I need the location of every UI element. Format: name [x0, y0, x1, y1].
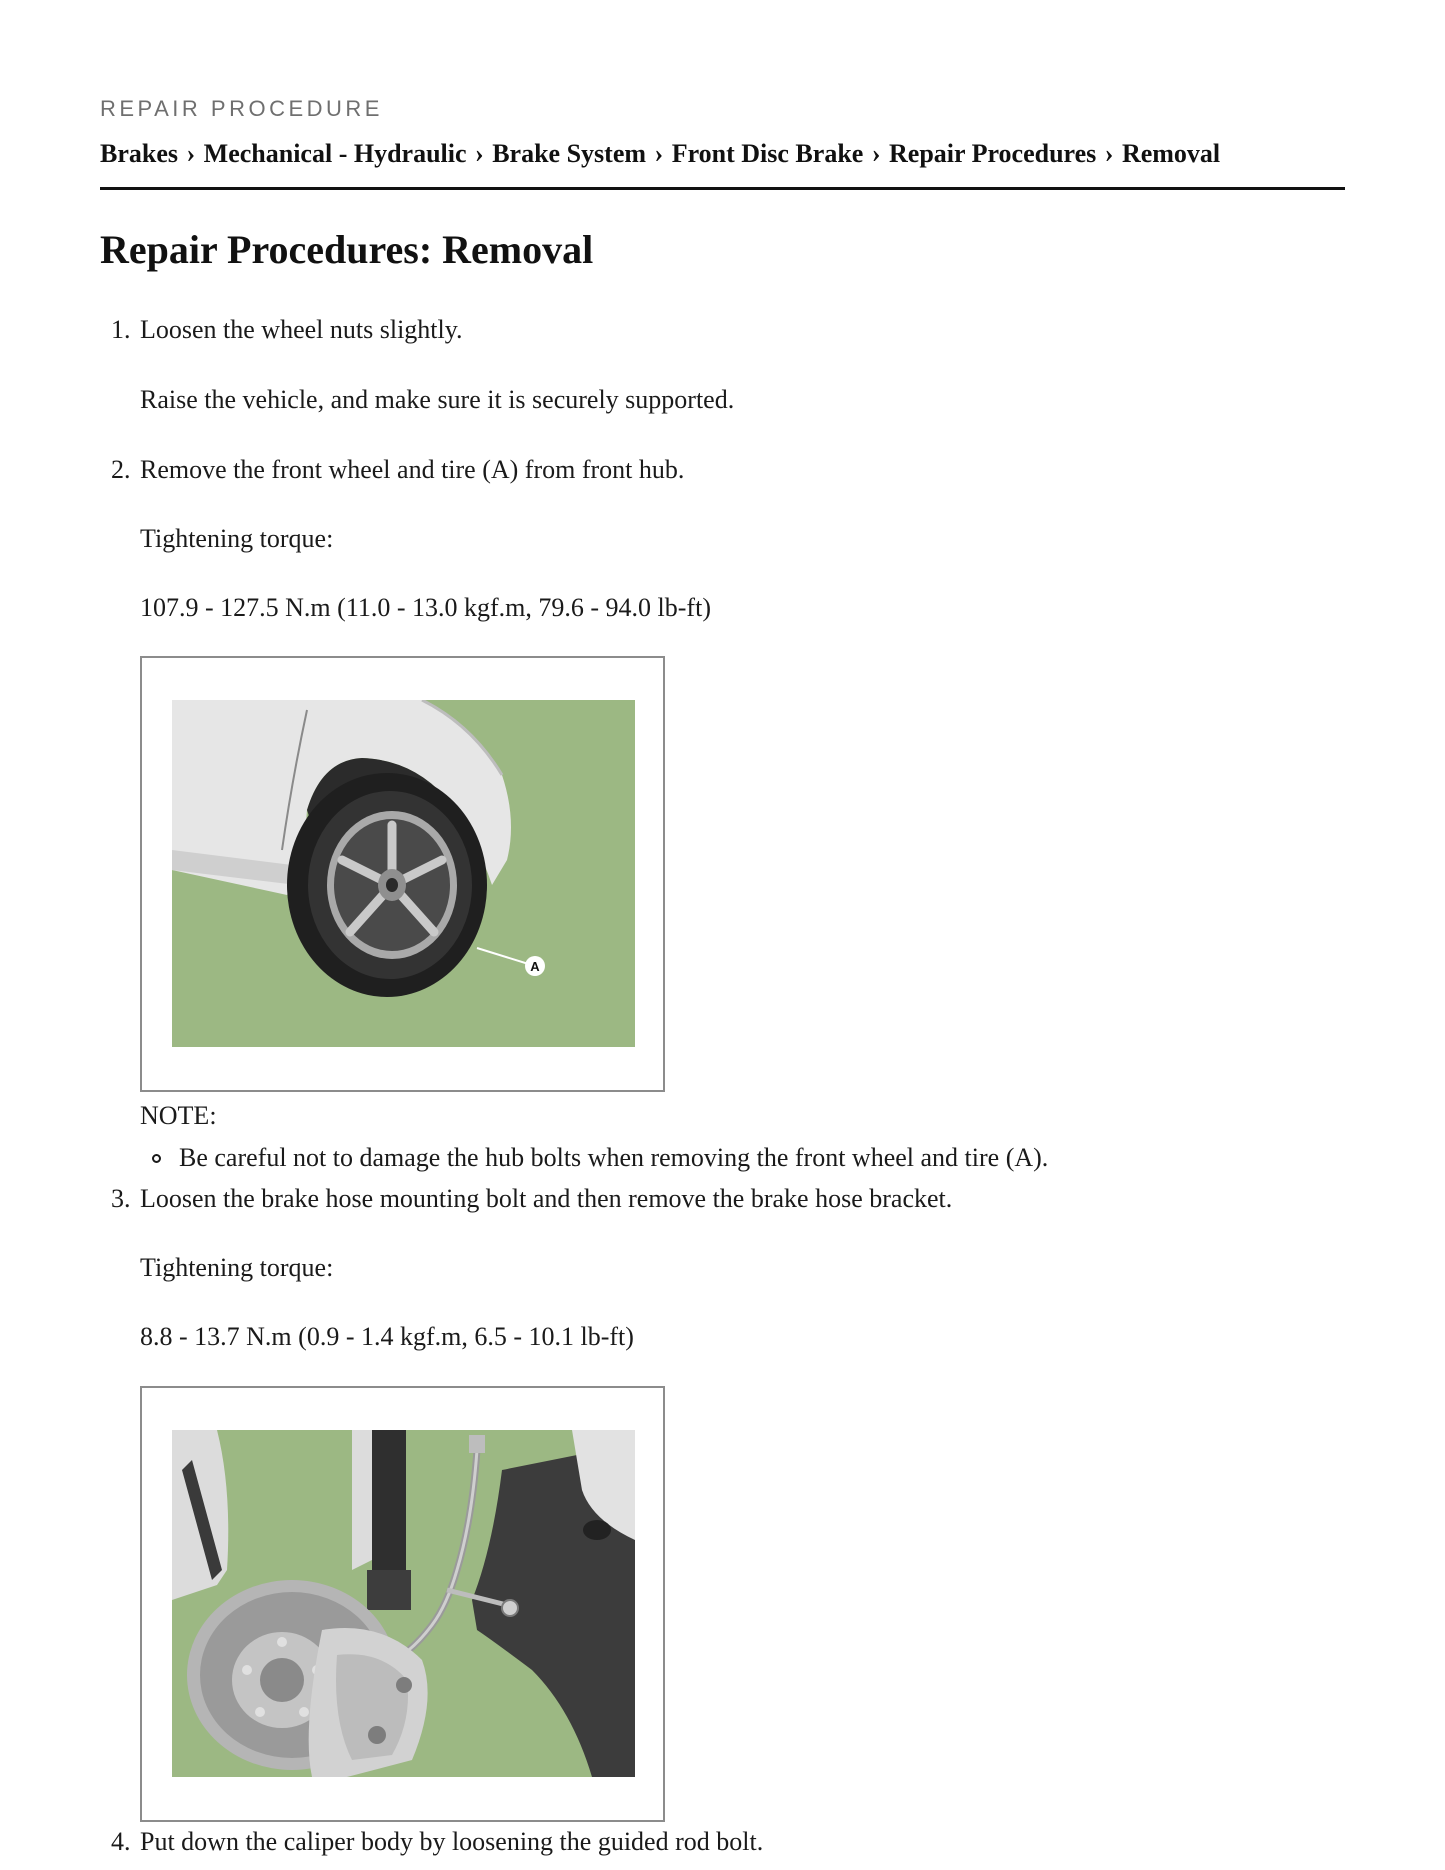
breadcrumb-separator: ›: [871, 139, 881, 168]
step-3-torque-label: Tightening torque:: [140, 1253, 334, 1282]
step-2-torque-label: Tightening torque:: [140, 524, 334, 553]
breadcrumb-item-removal[interactable]: Removal: [1121, 139, 1221, 168]
breadcrumb-item-brakes[interactable]: Brakes: [100, 139, 178, 168]
step-3-torque-value: 8.8 - 13.7 N.m (0.9 - 1.4 kgf.m, 6.5 - 10.1 lb-ft): [140, 1322, 634, 1351]
step-4-text: Put down the caliper body by loosening the guided rod bolt.: [140, 1827, 764, 1856]
step-4-number: 4.: [111, 1827, 131, 1856]
brake-hose-figure: [140, 1386, 665, 1822]
step-3-text: Loosen the brake hose mounting bolt and then remove the brake hose bracket.: [140, 1184, 953, 1213]
step-1-text: Loosen the wheel nuts slightly.: [140, 315, 463, 344]
step-2-note-label: NOTE:: [140, 1101, 217, 1130]
bullet-circle-icon: [152, 1154, 161, 1163]
breadcrumb-item-front-disc-brake[interactable]: Front Disc Brake: [671, 139, 864, 168]
breadcrumb: [100, 139, 1220, 169]
step-1-number: 1.: [111, 315, 131, 344]
step-2-number: 2.: [111, 455, 131, 484]
breadcrumb-item-mechanical-hydraulic[interactable]: Mechanical - Hydraulic: [203, 139, 467, 168]
step-1-extra: Raise the vehicle, and make sure it is securely supported.: [140, 385, 735, 414]
step-2-text: Remove the front wheel and tire (A) from front hub.: [140, 455, 685, 484]
section-eyebrow: REPAIR PROCEDURE: [100, 96, 383, 121]
figure-callout-a: A: [530, 959, 540, 974]
wheel-removal-figure: [140, 656, 665, 1092]
breadcrumb-separator: ›: [1104, 139, 1114, 168]
step-2-note-item: Be careful not to damage the hub bolts when removing the front wheel and tire (A).: [179, 1143, 1049, 1172]
breadcrumb-separator: ›: [654, 139, 664, 168]
page-title: Repair Procedures: Removal: [100, 227, 594, 272]
brake-hose-illustration: [172, 1430, 635, 1777]
breadcrumb-separator: ›: [186, 139, 196, 168]
breadcrumb-item-repair-procedures[interactable]: Repair Procedures: [889, 139, 1097, 168]
breadcrumb-separator: ›: [475, 139, 484, 168]
header-divider: [100, 187, 1345, 190]
step-2-torque-value: 107.9 - 127.5 N.m (11.0 - 13.0 kgf.m, 79.6 - 94.0 lb-ft): [140, 593, 711, 622]
breadcrumb-item-brake-system[interactable]: Brake System: [492, 139, 647, 168]
step-3-number: 3.: [111, 1184, 131, 1213]
wheel-tire-illustration: [172, 700, 635, 1047]
